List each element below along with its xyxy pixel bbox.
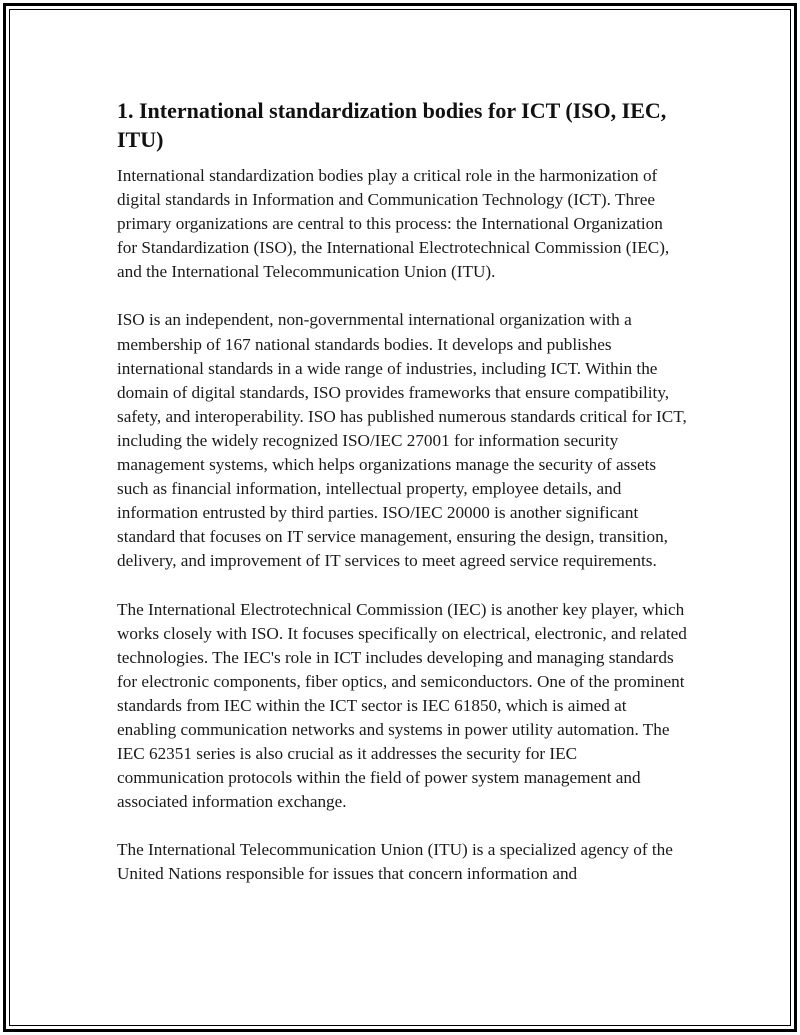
page-frame [3, 3, 797, 1032]
document-body [117, 96, 687, 911]
paragraph-iec: The International Electrotechnical Commission (IEC) is another key player, which works closely with ISO. It focuses specifically on electrical, electronic, and related technologies. The IEC's role in ICT includes developing and managing standards for electronic components, fiber optics, and semiconductors. One of the prominent standards from IEC within the ICT sector is IEC 61850, which is aimed at enabling communication networks and systems in power utility automation. The IEC 62351 series is also crucial as it addresses the security for IEC communication protocols within the field of power system management and associated information exchange. [117, 599, 687, 812]
paragraph-iso: ISO is an independent, non-governmental international organization with a membership of 167 national standards bodies. It develops and publishes international standards in a wide range of industries, including ICT. Within the domain of digital standards, ISO provides frameworks that ensure compatibility, safety, and interoperability. ISO has published numerous standards critical for ICT, including the widely recognized ISO/IEC 27001 for information security management systems, which helps organizations manage the security of assets such as financial information, intellectual property, employee details, and information entrusted by third parties. ISO/IEC 20000 is another significant standard that focuses on IT service management, ensuring the design, transition, delivery, and improvement of IT services to meet agreed service requirements. [117, 310, 687, 571]
paragraph-itu: The International Telecommunication Union (ITU) is a specialized agency of the United Nations responsible for issues that concern information and [117, 840, 673, 884]
paragraph-intro: International standardization bodies play a critical role in the harmonization of digital standards in Information and Communication Technology (ICT). Three primary organizations are central to this process: the International Organization for Standardization (ISO), the International Electrotechnical Commission (IEC), and the International Telecommunication Union (ITU). [117, 166, 670, 282]
section-heading: 1. International standardization bodies for ICT (ISO, IEC, ITU) [117, 98, 667, 152]
